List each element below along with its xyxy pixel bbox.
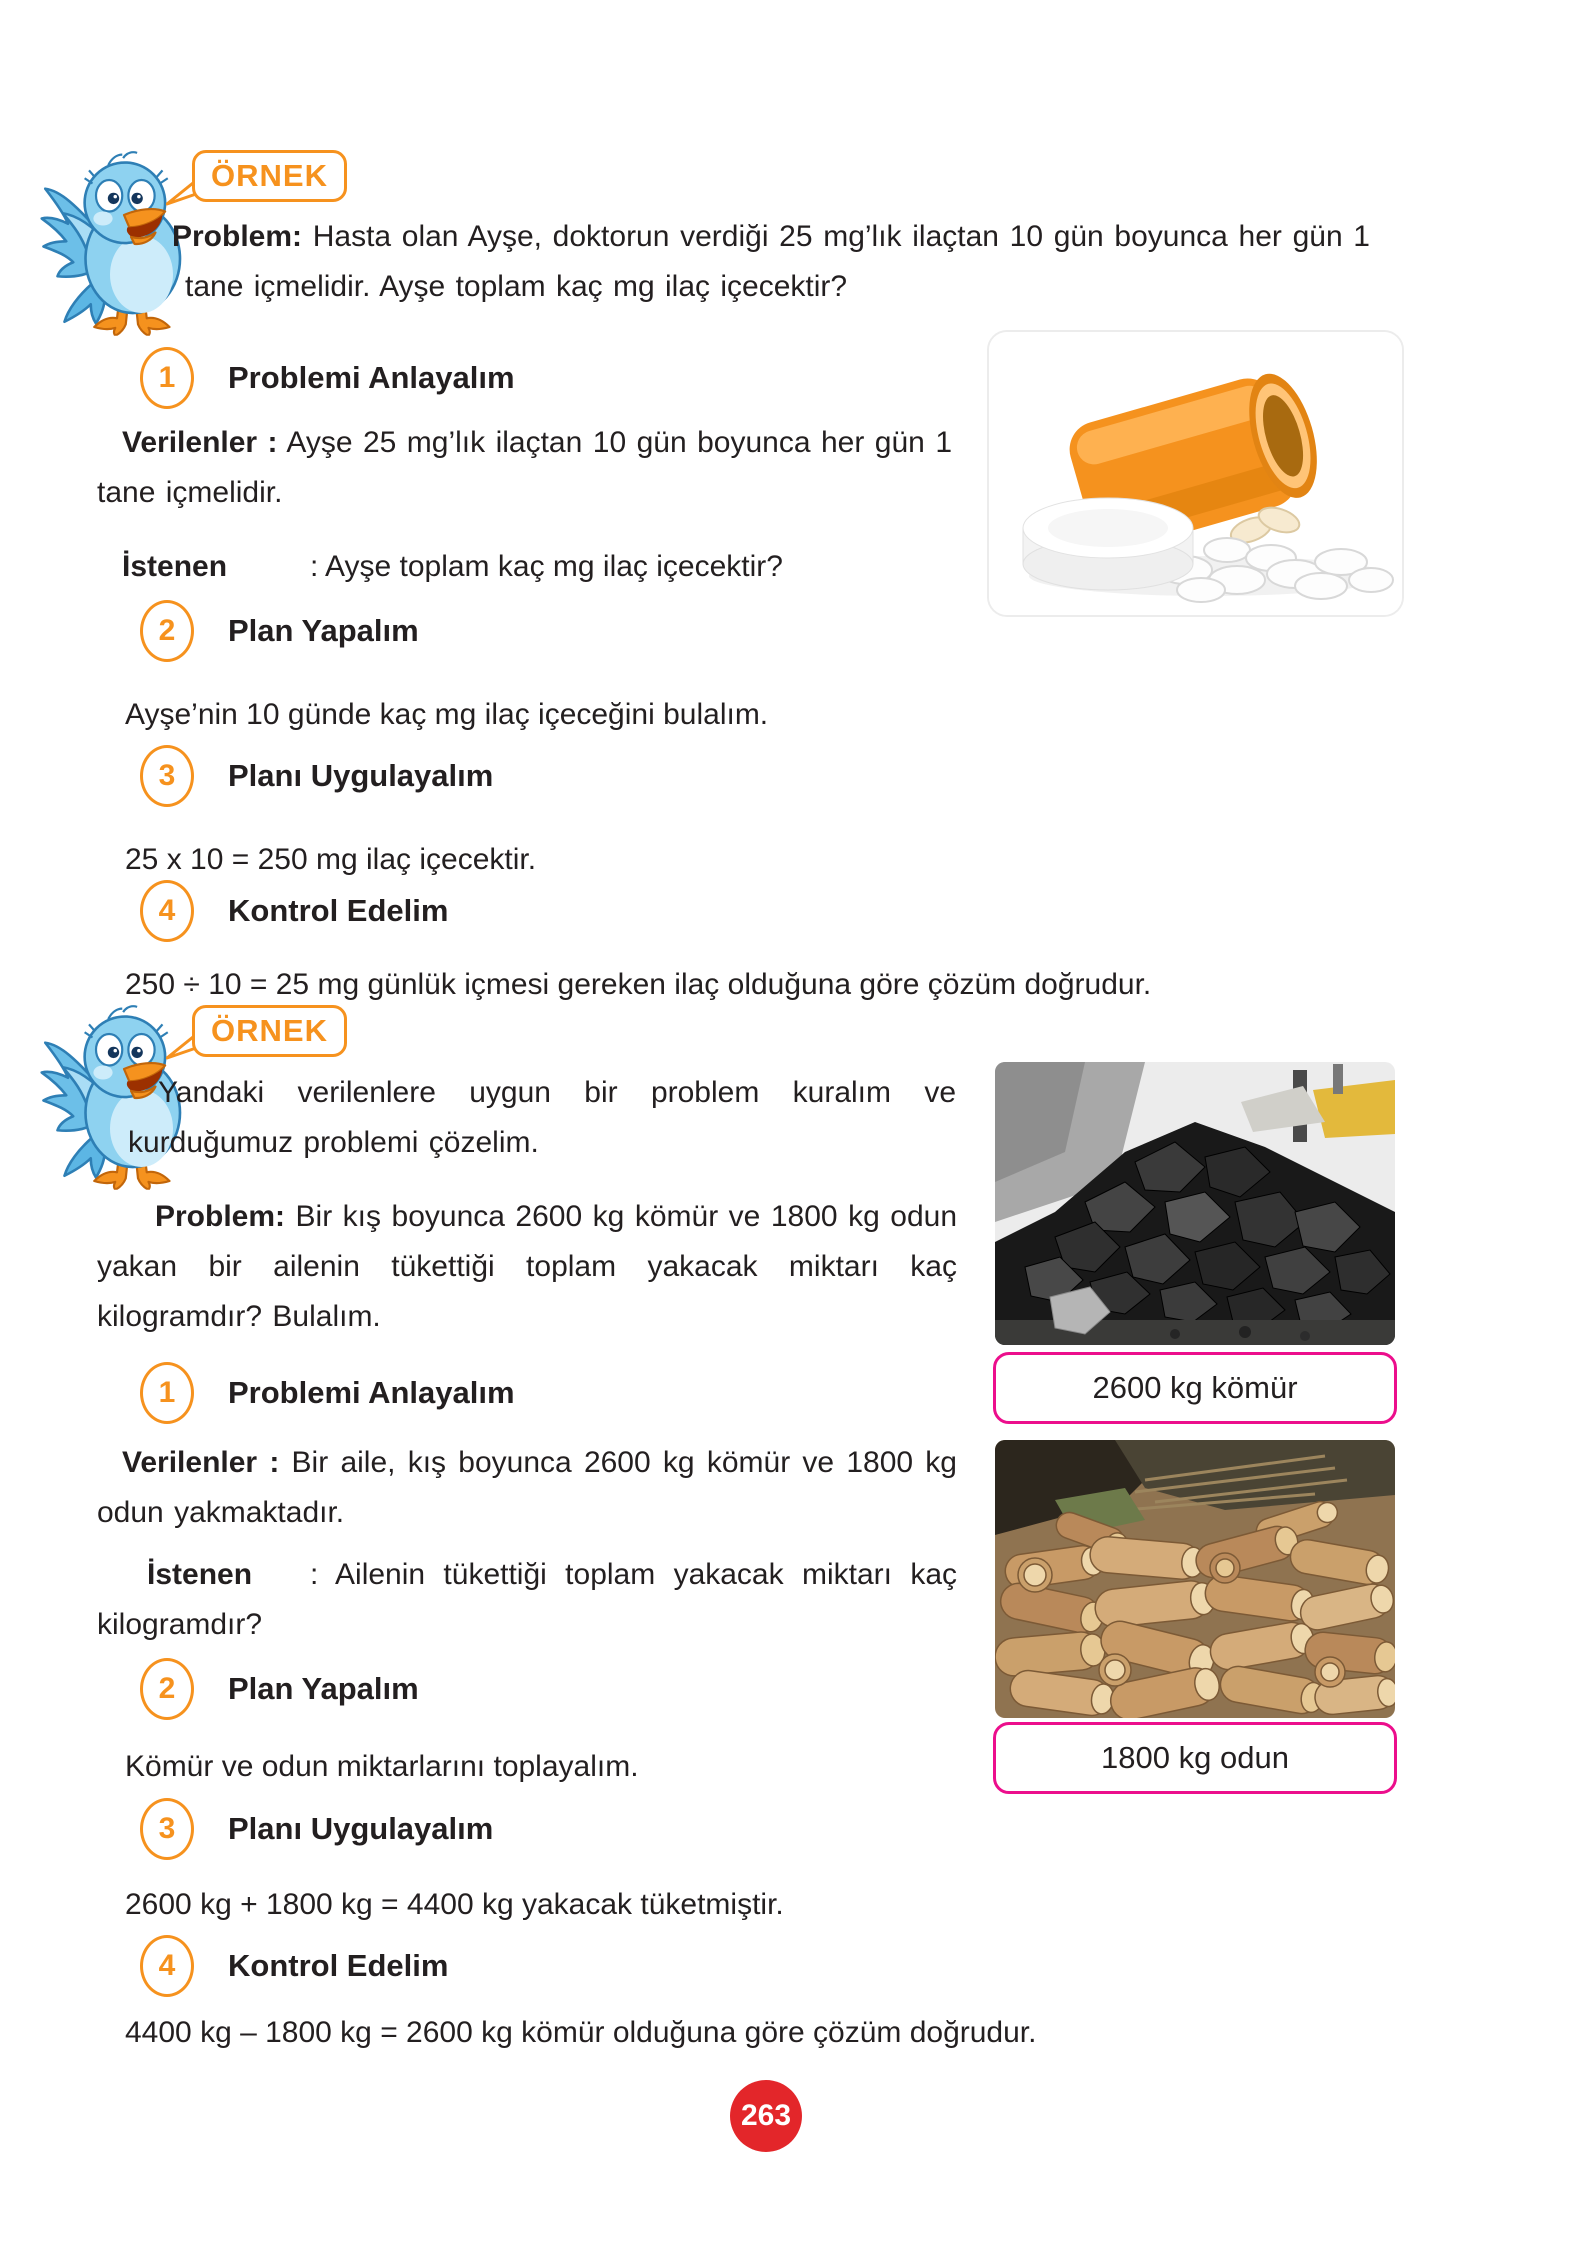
step-number-badge: 3 [140, 1798, 194, 1860]
step-4 [140, 880, 448, 942]
step-3 [140, 745, 493, 807]
step-number-badge: 4 [140, 880, 194, 942]
step-title: Planı Uygulayalım [228, 1811, 494, 1846]
step-title: Plan Yapalım [228, 1671, 419, 1706]
problem-text: Bir kış boyunca 2600 kg kömür ve 1800 kg odun yakan bir ailenin tükettiği toplam yakacak miktarı kaç kilogramdır? Bulalım. [97, 1200, 957, 1333]
step-2 [140, 1658, 419, 1720]
wood-caption: 1800 kg odun [993, 1722, 1397, 1794]
problem-label: Problem: [172, 220, 303, 253]
pill-bottle-illustration [989, 332, 1402, 615]
istenen-label: İstenen [122, 550, 228, 583]
step-title: Planı Uygulayalım [228, 758, 494, 793]
istenen-text: : Ailenin tükettiği toplam yakacak miktarı kaç kilogramdır? [97, 1558, 957, 1641]
step-number-badge: 3 [140, 745, 194, 807]
plan-text: Kömür ve odun miktarlarını toplayalım. [125, 1750, 639, 1783]
step-1 [140, 1362, 515, 1424]
coal-photo [995, 1062, 1395, 1345]
apply-text: 25 x 10 = 250 mg ilaç içecektir. [125, 843, 537, 876]
problem-paragraph [172, 212, 1370, 312]
check-text: 4400 kg – 1800 kg = 2600 kg kömür olduğuna göre çözüm doğrudur. [125, 2016, 1037, 2049]
istenen-line [122, 542, 783, 592]
step-title: Plan Yapalım [228, 613, 419, 648]
step-number-badge: 4 [140, 1935, 194, 1997]
verilenler-paragraph [97, 1438, 957, 1538]
step-4 [140, 1935, 448, 1997]
verilenler-text: Ayşe 25 mg’lık ilaçtan 10 gün boyunca her gün 1 tane içmelidir. [97, 426, 953, 509]
step-3 [140, 1798, 493, 1860]
step-title: Problemi Anlayalım [228, 360, 515, 395]
verilenler-paragraph [97, 418, 952, 518]
example-badge: ÖRNEK [192, 1005, 347, 1057]
step-number-badge: 1 [140, 347, 194, 409]
step-title: Kontrol Edelim [228, 1948, 449, 1983]
example-badge: ÖRNEK [192, 150, 347, 202]
firewood-pile-illustration [995, 1440, 1395, 1718]
verilenler-label: Verilenler : [122, 1446, 280, 1479]
istenen-label: İstenen [147, 1558, 253, 1591]
step-number-badge: 1 [140, 1362, 194, 1424]
verilenler-label: Verilenler : [122, 426, 278, 459]
problem-label: Problem: [155, 1200, 286, 1233]
coal-caption: 2600 kg kömür [993, 1352, 1397, 1424]
check-text: 250 ÷ 10 = 25 mg günlük içmesi gereken ilaç olduğuna göre çözüm doğrudur. [125, 968, 1152, 1001]
step-1 [140, 347, 515, 409]
problem-text: Hasta olan Ayşe, doktorun verdiği 25 mg’lık ilaçtan 10 gün boyunca her gün 1 tane içmelidir. Ayşe toplam kaç mg ilaç içecektir? [185, 220, 1370, 303]
step-2 [140, 600, 419, 662]
page-number-badge: 263 [730, 2080, 802, 2152]
coal-pile-illustration [995, 1062, 1395, 1345]
wood-photo [995, 1440, 1395, 1718]
step-title: Kontrol Edelim [228, 893, 449, 928]
problem-paragraph [97, 1192, 957, 1342]
step-title: Problemi Anlayalım [228, 1375, 515, 1410]
plan-text: Ayşe’nin 10 günde kaç mg ilaç içeceğini bulalım. [125, 698, 769, 731]
step-number-badge: 2 [140, 600, 194, 662]
pill-bottle-image [987, 330, 1404, 617]
verilenler-text: Bir aile, kış boyunca 2600 kg kömür ve 1800 kg odun yakmaktadır. [97, 1446, 957, 1529]
apply-text: 2600 kg + 1800 kg = 4400 kg yakacak tüketmiştir. [125, 1888, 784, 1921]
istenen-paragraph [97, 1550, 957, 1650]
istenen-text: : Ayşe toplam kaç mg ilaç içecektir? [310, 550, 783, 583]
step-number-badge: 2 [140, 1658, 194, 1720]
intro-paragraph: Yandaki verilenlere uygun bir problem kuralım ve kurduğumuz problemi çözelim. [128, 1076, 956, 1159]
